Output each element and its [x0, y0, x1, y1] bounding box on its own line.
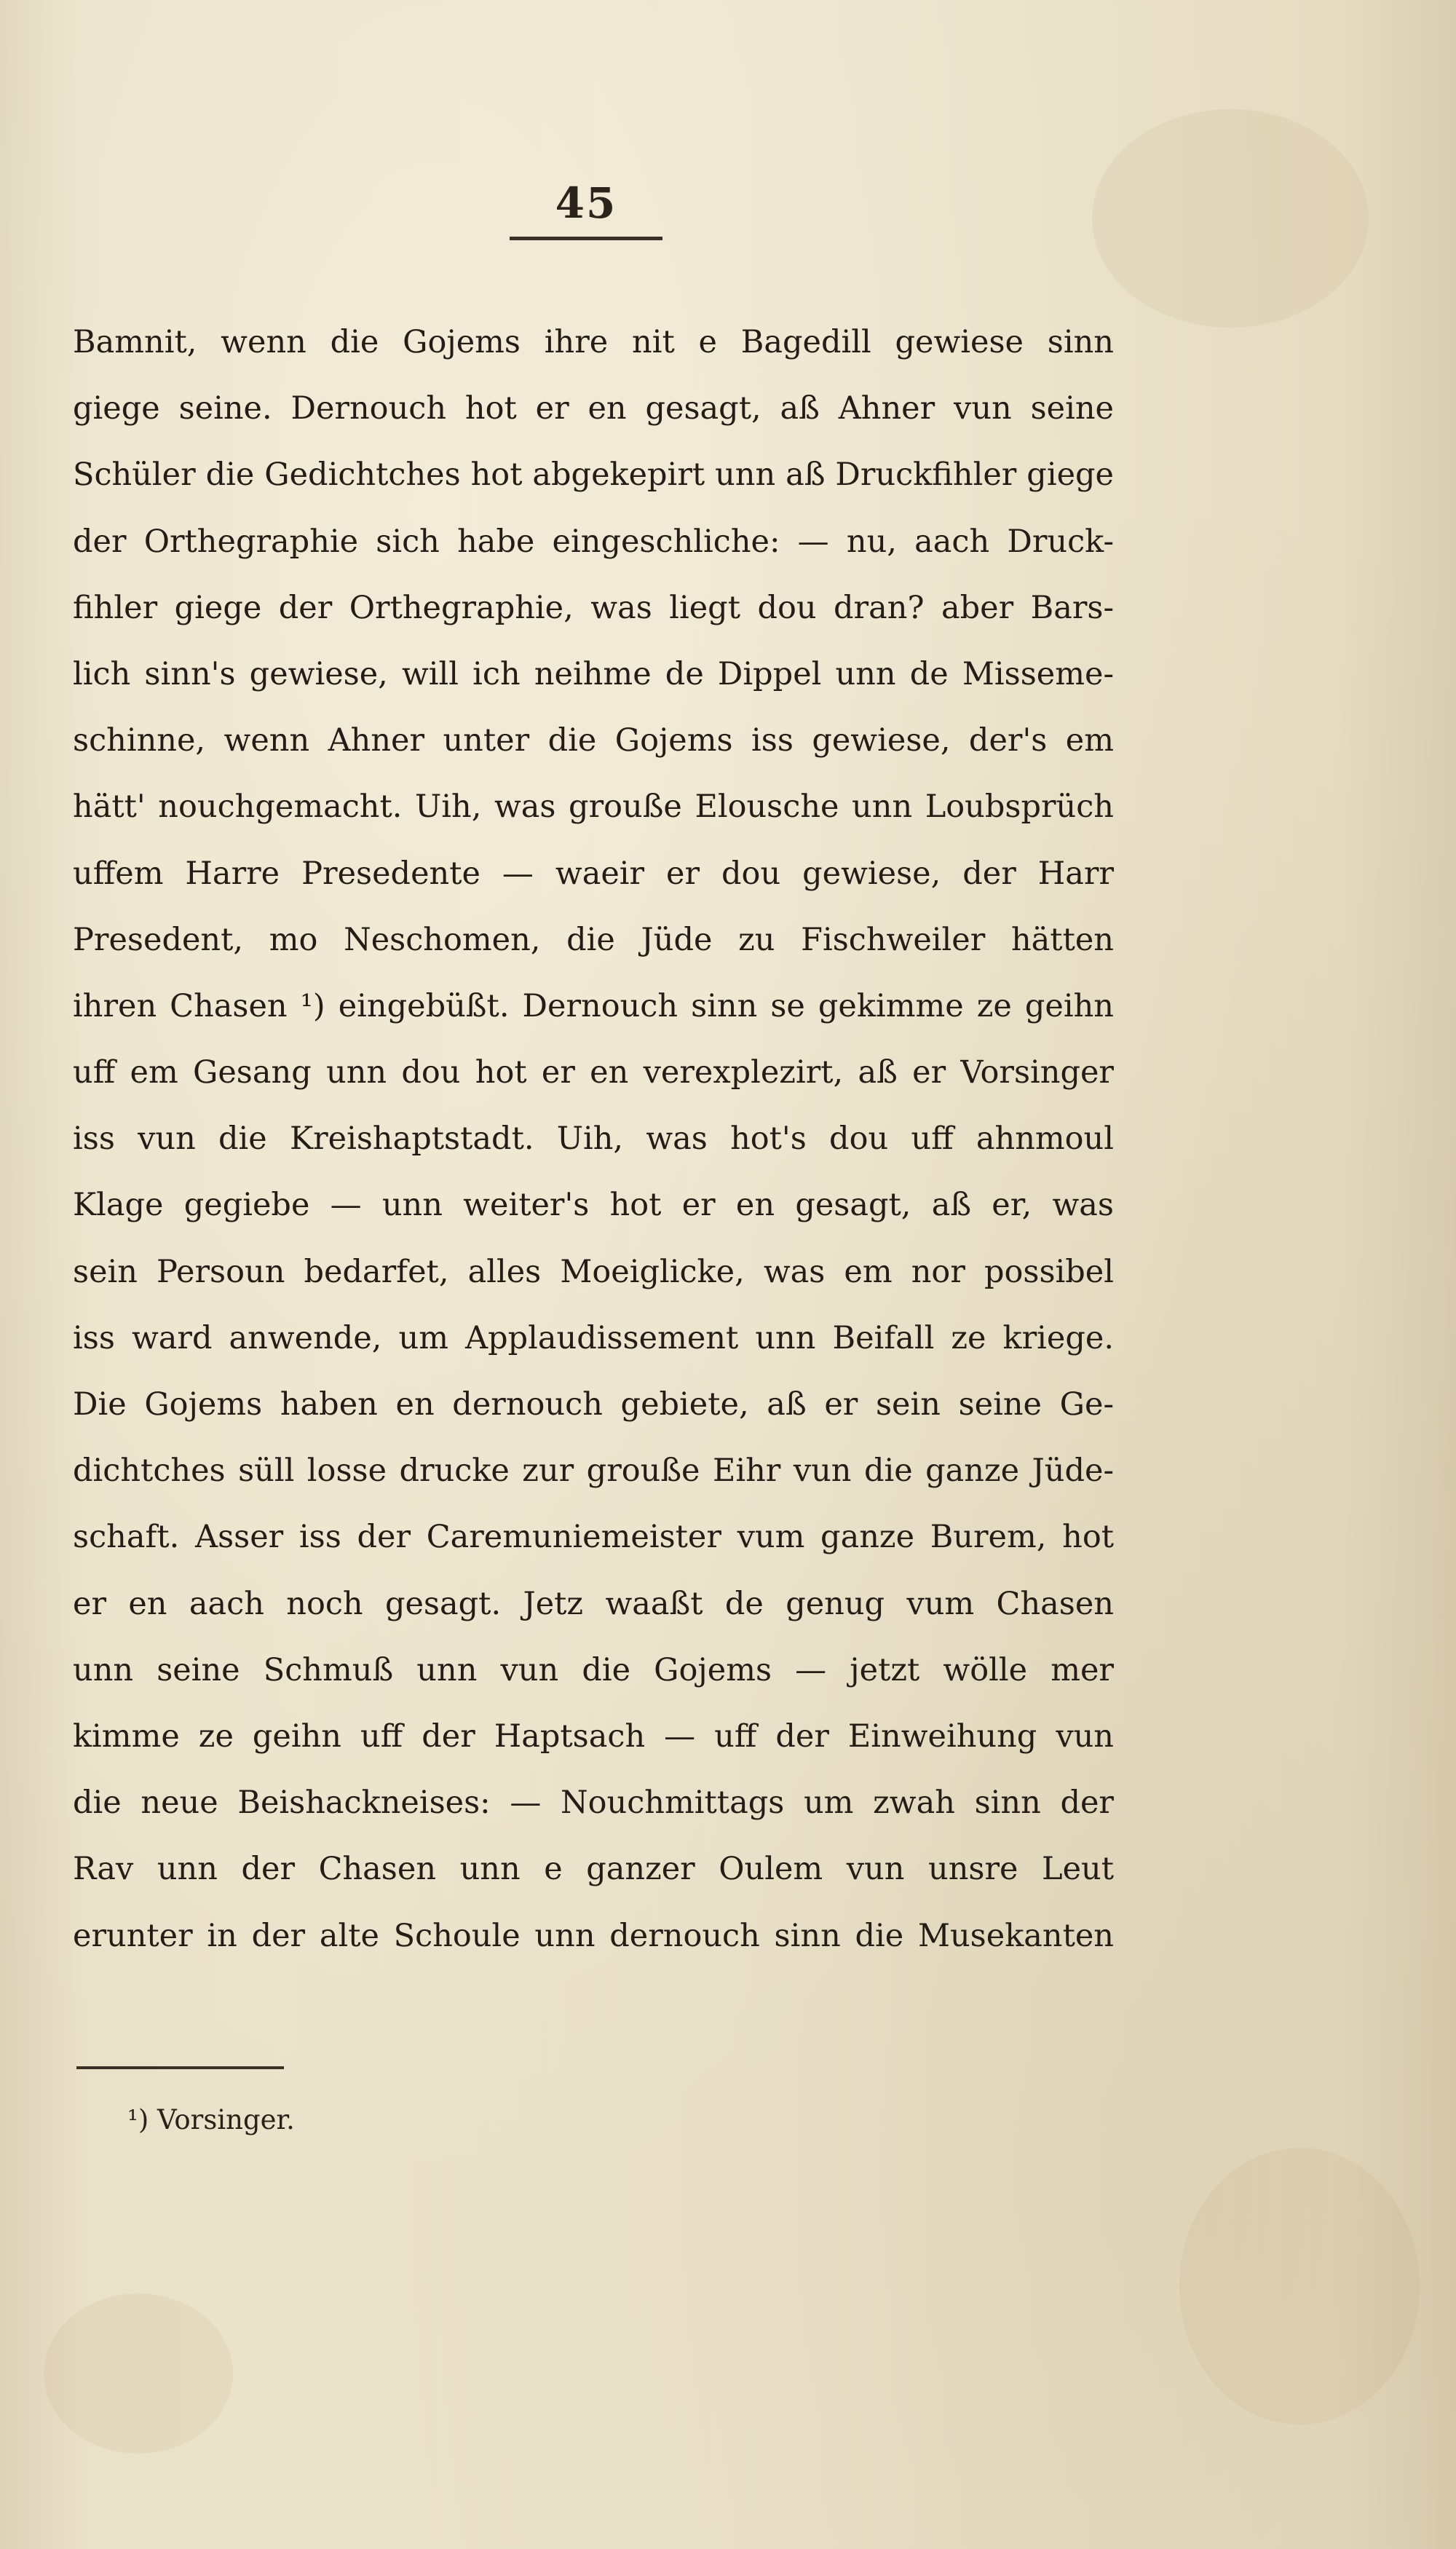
text-line: schinne, wenn Ahner unter die Gojems iss gewiese, der's em: [73, 722, 1114, 759]
text-line: Rav unn der Chasen unn e ganzer Oulem vun unsre Leut: [73, 1851, 1114, 1888]
text-line: er en aach noch gesagt. Jetz waaßt de genug vum Chasen: [73, 1585, 1114, 1622]
text-line: Bamnit, wenn die Gojems ihre nit e Bagedill gewiese sinn: [73, 324, 1114, 360]
paper-stain: [1092, 109, 1369, 328]
header-rule: [510, 237, 662, 240]
paper-stain: [1179, 2148, 1420, 2424]
text-line: erunter in der alte Schoule unn dernouch sinn die Musekanten: [73, 1917, 1114, 1954]
text-line: Presedent, mo Neschomen, die Jüde zu Fischweiler hätten: [73, 921, 1114, 958]
text-line: Schüler die Gedichtches hot abgekepirt unn aß Druckfihler giege: [73, 457, 1114, 494]
text-line: unn seine Schmuß unn vun die Gojems — jetzt wölle mer: [73, 1651, 1114, 1688]
text-line: sein Persoun bedarfet, alles Moeiglicke, was em nor possibel: [73, 1253, 1114, 1290]
text-line: iss vun die Kreishaptstadt. Uih, was hot's dou uff ahnmoul: [73, 1121, 1114, 1158]
text-line: giege seine. Dernouch hot er en gesagt, aß Ahner vun seine: [73, 390, 1114, 427]
text-line: uff em Gesang unn dou hot er en verexplezirt, aß er Vorsinger: [73, 1054, 1114, 1091]
paper-stain: [44, 2293, 233, 2454]
text-line: uffem Harre Presedente — waeir er dou gewiese, der Harr: [73, 855, 1114, 892]
text-line: iss ward anwende, um Applaudissement unn Beifall ze kriege.: [73, 1319, 1114, 1356]
text-line: Die Gojems haben en dernouch gebiete, aß er sein seine Ge-: [73, 1386, 1114, 1423]
text-line: der Orthegraphie sich habe eingeschliche: — nu, aach Druck-: [73, 523, 1114, 560]
text-line: fihler giege der Orthegraphie, was liegt dou dran? aber Bars-: [73, 589, 1114, 626]
footnote-rule: [76, 2066, 284, 2069]
footnote: ¹) Vorsinger.: [127, 2104, 295, 2135]
text-line: hätt' nouchgemacht. Uih, was grouße Elousche unn Loubsprüch: [73, 789, 1114, 826]
text-line: kimme ze geihn uff der Haptsach — uff der Einweihung vun: [73, 1718, 1114, 1755]
text-line: die neue Beishackneises: — Nouchmittags um zwah sinn der: [73, 1785, 1114, 1822]
text-line: Klage gegiebe — unn weiter's hot er en gesagt, aß er, was: [73, 1187, 1114, 1224]
text-line: dichtches süll losse drucke zur grouße Eihr vun die ganze Jüde-: [73, 1453, 1114, 1490]
text-line: schaft. Asser iss der Caremuniemeister vum ganze Burem, hot: [73, 1519, 1114, 1556]
text-line: lich sinn's gewiese, will ich neihme de Dippel unn de Misseme-: [73, 655, 1114, 692]
body-text: [73, 309, 1114, 1969]
text-line: ihren Chasen ¹) eingebüßt. Dernouch sinn se gekimme ze geihn: [73, 987, 1114, 1024]
page-number: 45: [555, 178, 617, 228]
